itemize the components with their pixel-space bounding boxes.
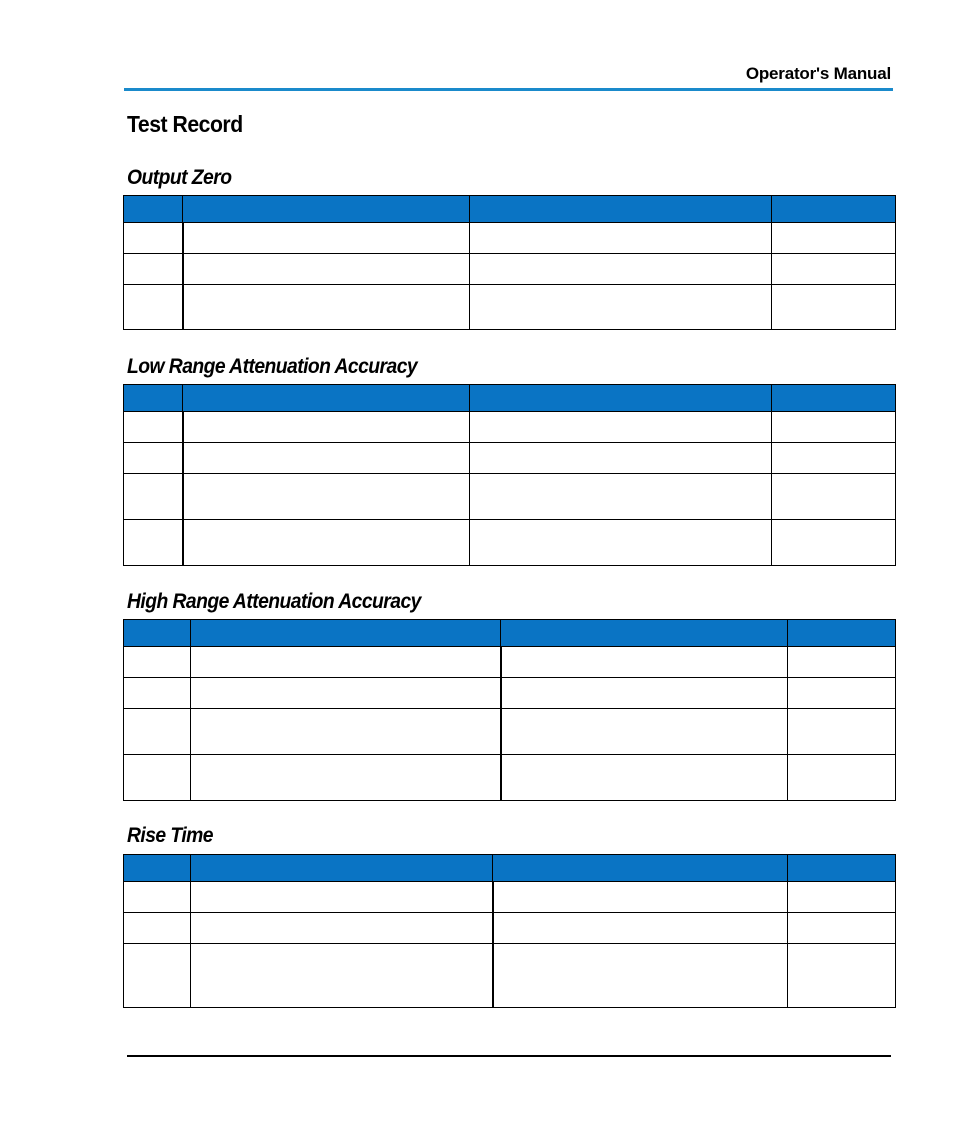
page-title: Test Record [127, 111, 243, 137]
table-row [124, 647, 896, 678]
table-row [124, 285, 896, 330]
table-row [124, 520, 896, 566]
table-high-range [123, 619, 896, 801]
table-row [124, 223, 896, 254]
section-title-high-range: High Range Attenuation Accuracy [127, 590, 421, 613]
table-rise-time [123, 854, 896, 1008]
table-row [124, 755, 896, 801]
table-header-row [124, 620, 896, 647]
table-row [124, 944, 896, 1008]
table-row [124, 678, 896, 709]
table-output-zero [123, 195, 896, 330]
table-row [124, 474, 896, 520]
table-header-row [124, 385, 896, 412]
section-title-rise-time: Rise Time [127, 824, 213, 847]
header-title: Operator's Manual [745, 64, 891, 83]
table-header-row [124, 855, 896, 882]
table-row [124, 254, 896, 285]
table-row [124, 443, 896, 474]
table-row [124, 913, 896, 944]
header-rule [124, 88, 893, 91]
table-row [124, 882, 896, 913]
footer-rule [127, 1055, 891, 1057]
table-low-range [123, 384, 896, 566]
table-row [124, 709, 896, 755]
section-title-output-zero: Output Zero [127, 166, 232, 189]
table-header-row [124, 196, 896, 223]
section-title-low-range: Low Range Attenuation Accuracy [127, 355, 418, 378]
table-row [124, 412, 896, 443]
